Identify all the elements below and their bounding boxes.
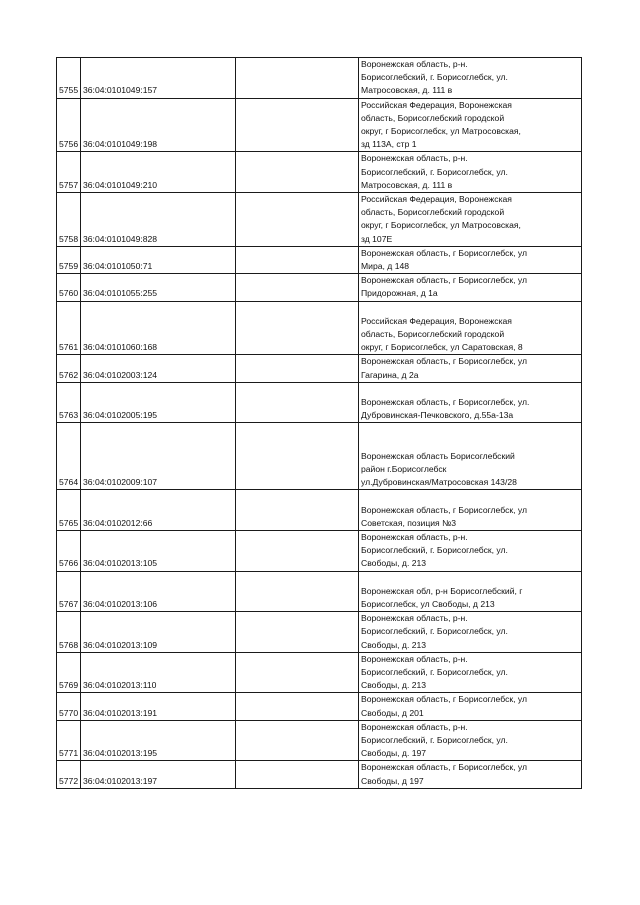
cadastral-number: 36:04:0102013:195 (81, 720, 236, 761)
address: Воронежская область, р-н. Борисоглебский, г. Борисоглебск, ул. Свободы, д. 213 (359, 612, 582, 653)
row-number: 5765 (57, 490, 81, 531)
table-body (57, 58, 582, 789)
address: Воронежская область, р-н. Борисоглебский, г. Борисоглебск, ул. Свободы, д. 197 (359, 720, 582, 761)
address: Воронежская обл, р-н Борисоглебский, г Борисоглебск, ул Свободы, д 213 (359, 571, 582, 612)
empty-cell (236, 612, 359, 653)
cadastral-number: 36:04:0102013:110 (81, 652, 236, 693)
cadastral-number: 36:04:0101049:198 (81, 98, 236, 152)
row-number: 5768 (57, 612, 81, 653)
cadastral-number: 36:04:0102013:197 (81, 761, 236, 788)
table-row (57, 382, 582, 423)
address: Воронежская область, г Борисоглебск, ул Гагарина, д 2а (359, 355, 582, 382)
row-number: 5772 (57, 761, 81, 788)
table-row (57, 193, 582, 247)
address: Воронежская область, р-н. Борисоглебский, г. Борисоглебск, ул. Свободы, д. 213 (359, 652, 582, 693)
cadastral-number: 36:04:0101055:255 (81, 274, 236, 301)
empty-cell (236, 382, 359, 423)
table-row (57, 246, 582, 273)
address: Воронежская область, г Борисоглебск, ул Советская, позиция №3 (359, 490, 582, 531)
cadastral-number: 36:04:0102012:66 (81, 490, 236, 531)
table-row (57, 612, 582, 653)
empty-cell (236, 531, 359, 572)
address: Воронежская область Борисоглебский район г.Борисоглебск ул.Дубровинская/Матросовская 143/28 (359, 423, 582, 490)
row-number: 5763 (57, 382, 81, 423)
empty-cell (236, 355, 359, 382)
address: Воронежская область, г Борисоглебск, ул Придорожная, д 1а (359, 274, 582, 301)
cadastral-number: 36:04:0101050:71 (81, 246, 236, 273)
empty-cell (236, 423, 359, 490)
cadastral-number: 36:04:0101060:168 (81, 301, 236, 355)
table-row (57, 531, 582, 572)
row-number: 5770 (57, 693, 81, 720)
empty-cell (236, 761, 359, 788)
table-row (57, 571, 582, 612)
empty-cell (236, 652, 359, 693)
cadastral-number: 36:04:0101049:828 (81, 193, 236, 247)
empty-cell (236, 301, 359, 355)
table-row (57, 423, 582, 490)
table-row (57, 98, 582, 152)
row-number: 5767 (57, 571, 81, 612)
cadastral-number: 36:04:0102003:124 (81, 355, 236, 382)
row-number: 5761 (57, 301, 81, 355)
cadastral-number: 36:04:0101049:210 (81, 152, 236, 193)
empty-cell (236, 720, 359, 761)
table-row (57, 152, 582, 193)
row-number: 5760 (57, 274, 81, 301)
address: Российская Федерация, Воронежская область, Борисоглебский городской округ, г Борисоглебск, ул Матросовская, зд 107Е (359, 193, 582, 247)
cadastral-number: 36:04:0101049:157 (81, 58, 236, 99)
row-number: 5755 (57, 58, 81, 99)
address: Воронежская область, р-н. Борисоглебский, г. Борисоглебск, ул. Матросовская, д. 111 в (359, 58, 582, 99)
table-row (57, 652, 582, 693)
row-number: 5762 (57, 355, 81, 382)
cadastral-number: 36:04:0102013:106 (81, 571, 236, 612)
address: Воронежская область, г Борисоглебск, ул Свободы, д 201 (359, 693, 582, 720)
table-row (57, 301, 582, 355)
address: Воронежская область, г Борисоглебск, ул. Дубровинская-Печковского, д.55а-13а (359, 382, 582, 423)
address: Воронежская область, р-н. Борисоглебский, г. Борисоглебск, ул. Свободы, д. 213 (359, 531, 582, 572)
cadastral-table (56, 57, 582, 789)
cadastral-number: 36:04:0102005:195 (81, 382, 236, 423)
row-number: 5758 (57, 193, 81, 247)
empty-cell (236, 152, 359, 193)
cadastral-number: 36:04:0102013:191 (81, 693, 236, 720)
table-row (57, 58, 582, 99)
row-number: 5757 (57, 152, 81, 193)
empty-cell (236, 490, 359, 531)
row-number: 5766 (57, 531, 81, 572)
cadastral-number: 36:04:0102013:109 (81, 612, 236, 653)
table-row (57, 720, 582, 761)
table-row (57, 693, 582, 720)
row-number: 5769 (57, 652, 81, 693)
empty-cell (236, 693, 359, 720)
empty-cell (236, 571, 359, 612)
empty-cell (236, 58, 359, 99)
row-number: 5756 (57, 98, 81, 152)
address: Воронежская область, р-н. Борисоглебский, г. Борисоглебск, ул. Матросовская, д. 111 в (359, 152, 582, 193)
empty-cell (236, 246, 359, 273)
table-row (57, 761, 582, 788)
row-number: 5771 (57, 720, 81, 761)
cadastral-number: 36:04:0102013:105 (81, 531, 236, 572)
table-row (57, 355, 582, 382)
row-number: 5764 (57, 423, 81, 490)
address: Воронежская область, г Борисоглебск, ул Мира, д 148 (359, 246, 582, 273)
table-row (57, 274, 582, 301)
address: Воронежская область, г Борисоглебск, ул Свободы, д 197 (359, 761, 582, 788)
row-number: 5759 (57, 246, 81, 273)
address: Российская Федерация, Воронежская область, Борисоглебский городской округ, г Борисоглебск, ул Матросовская, зд 113А, стр 1 (359, 98, 582, 152)
address: Российская Федерация, Воронежская область, Борисоглебский городской округ, г Борисоглебск, ул Саратовская, 8 (359, 301, 582, 355)
empty-cell (236, 274, 359, 301)
cadastral-number: 36:04:0102009:107 (81, 423, 236, 490)
empty-cell (236, 193, 359, 247)
table-row (57, 490, 582, 531)
empty-cell (236, 98, 359, 152)
